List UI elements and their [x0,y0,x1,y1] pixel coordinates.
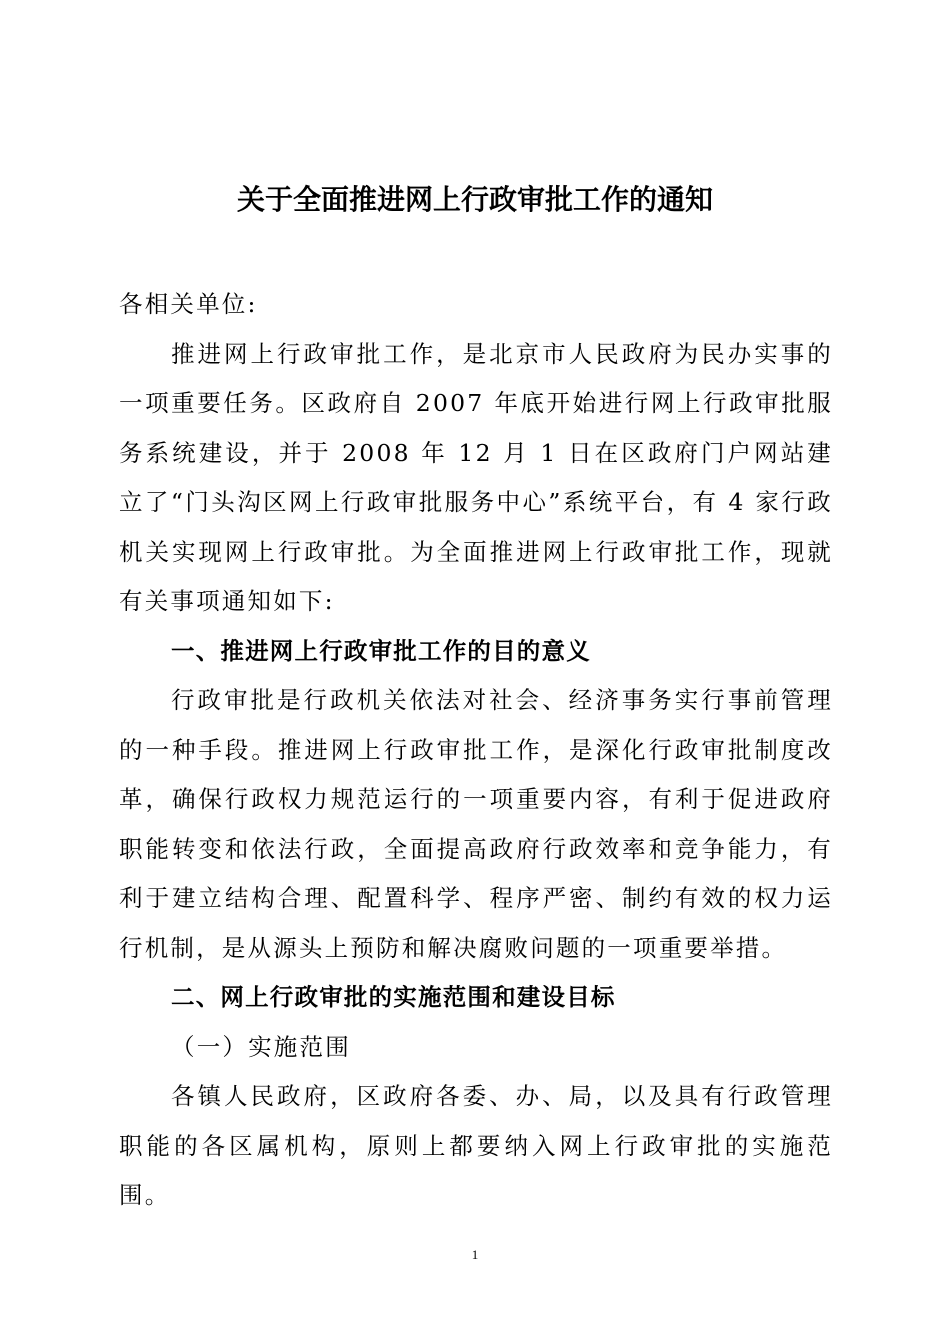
paragraph-purpose: 行政审批是行政机关依法对社会、经济事务实行事前管理的一种手段。推进网上行政审批工作，是深化行政审批制度改革，确保行政权力规范运行的一项重要内容，有利于促进政府职能转变和依法行政，全面提高政府行政效率和竞争能力，有利于建立结构合理、配置科学、程序严密、制约有效的权力运行机制，是从源头上预防和解决腐败问题的一项重要举措。 [119,686,833,962]
document-title: 关于全面推进网上行政审批工作的通知 [236,183,713,216]
paragraph-scope: 各镇人民政府，区政府各委、办、局，以及具有行政管理职能的各区属机构，原则上都要纳入网上行政审批的实施范围。 [119,1082,833,1209]
subsection-heading-1: （一）实施范围 [171,1032,351,1061]
paragraph-intro: 推进网上行政审批工作，是北京市人民政府为民办实事的一项重要任务。区政府自 2007 年底开始进行网上行政审批服务系统建设，并于 2008 年 12 月 1 日在区政府门户网站建立了“门头沟区网上行政审批服务中心”系统平台，有 4 家行政机关实现网上行政审批。为全面推进网上行政审批工作，现就有关事项通知如下: [119,339,833,615]
document-body [119,280,833,1221]
salutation: 各相关单位: [119,290,258,318]
section-heading-2: 二、网上行政审批的实施范围和建设目标 [171,983,616,1011]
section-heading-1: 一、推进网上行政审批工作的目的意义 [171,636,591,665]
page-number: 1 [471,1247,479,1262]
